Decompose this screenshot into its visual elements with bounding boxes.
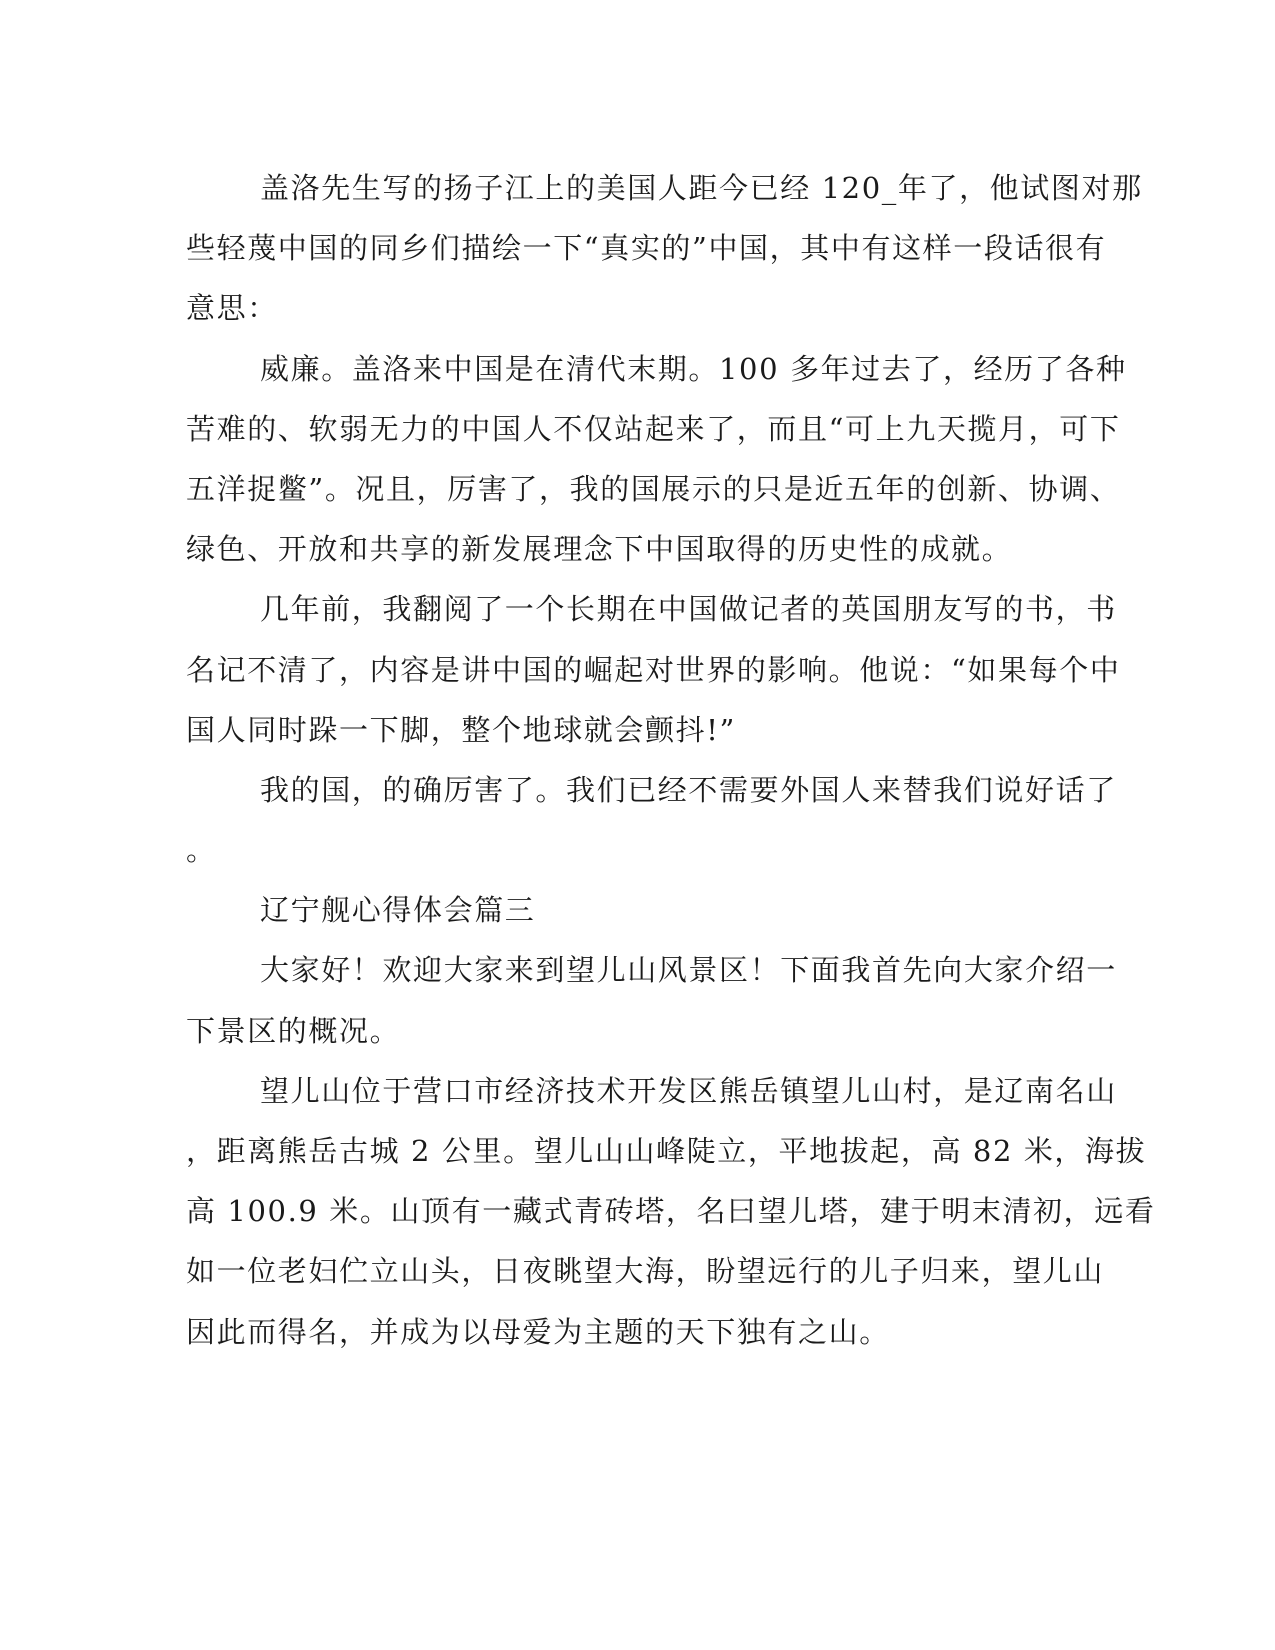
paragraph-welcome: [186, 940, 1117, 1060]
text-line: 。: [186, 833, 217, 868]
text-line: 我的国，的确厉害了。我们已经不需要外国人来替我们说好话了: [260, 772, 1117, 807]
text-line: 威廉。盖洛来中国是在清代末期。100 多年过去了，经历了各种: [260, 351, 1127, 386]
document-body: [186, 158, 1156, 1362]
text-line: 苦难的、软弱无力的中国人不仅站起来了，而且“可上九天揽月，可下: [186, 411, 1121, 446]
paragraph-wanger-mountain: [186, 1061, 1156, 1362]
text-line: 意思：: [186, 291, 278, 326]
text-line: 望儿山位于营口市经济技术开发区熊岳镇望儿山村，是辽南名山: [260, 1073, 1117, 1108]
text-line: 因此而得名，并成为以母爱为主题的天下独有之山。: [186, 1314, 890, 1349]
paragraph-gallo-intro: [186, 158, 1143, 339]
text-line: 五洋捉鳖”。况且，厉害了，我的国展示的只是近五年的创新、协调、: [186, 471, 1121, 506]
text-line: ，距离熊岳古城 2 公里。望儿山山峰陡立，平地拔起，高 82 米，海拔: [186, 1134, 1147, 1168]
text-line: 绿色、开放和共享的新发展理念下中国取得的历史性的成就。: [186, 532, 1013, 567]
paragraph-william-gallo: [186, 339, 1127, 580]
section-heading-part-three: [186, 880, 1072, 940]
paragraph-british-friend: [186, 579, 1121, 760]
text-line: 辽宁舰心得体会篇三: [260, 893, 536, 928]
text-line: 几年前，我翻阅了一个长期在中国做记者的英国朋友写的书，书: [260, 592, 1117, 627]
text-line: 名记不清了，内容是讲中国的崛起对世界的影响。他说：“如果每个中: [186, 652, 1121, 687]
text-line: 高 100.9 米。山顶有一藏式青砖塔，名曰望儿塔，建于明末清初，远看: [186, 1194, 1156, 1229]
text-line: 大家好！欢迎大家来到望儿山风景区！下面我首先向大家介绍一: [260, 953, 1117, 988]
text-line: 国人同时跺一下脚，整个地球就会颤抖!”: [186, 712, 736, 747]
paragraph-my-country: [186, 760, 1117, 880]
text-line: 如一位老妇伫立山头，日夜眺望大海，盼望远行的儿子归来，望儿山: [186, 1254, 1105, 1289]
text-line: 下景区的概况。: [186, 1013, 401, 1048]
text-line: 盖洛先生写的扬子江上的美国人距今已经 120_年了，他试图对那: [260, 171, 1143, 205]
text-line: 些轻蔑中国的同乡们描绘一下“真实的”中国，其中有这样一段话很有: [186, 231, 1107, 266]
